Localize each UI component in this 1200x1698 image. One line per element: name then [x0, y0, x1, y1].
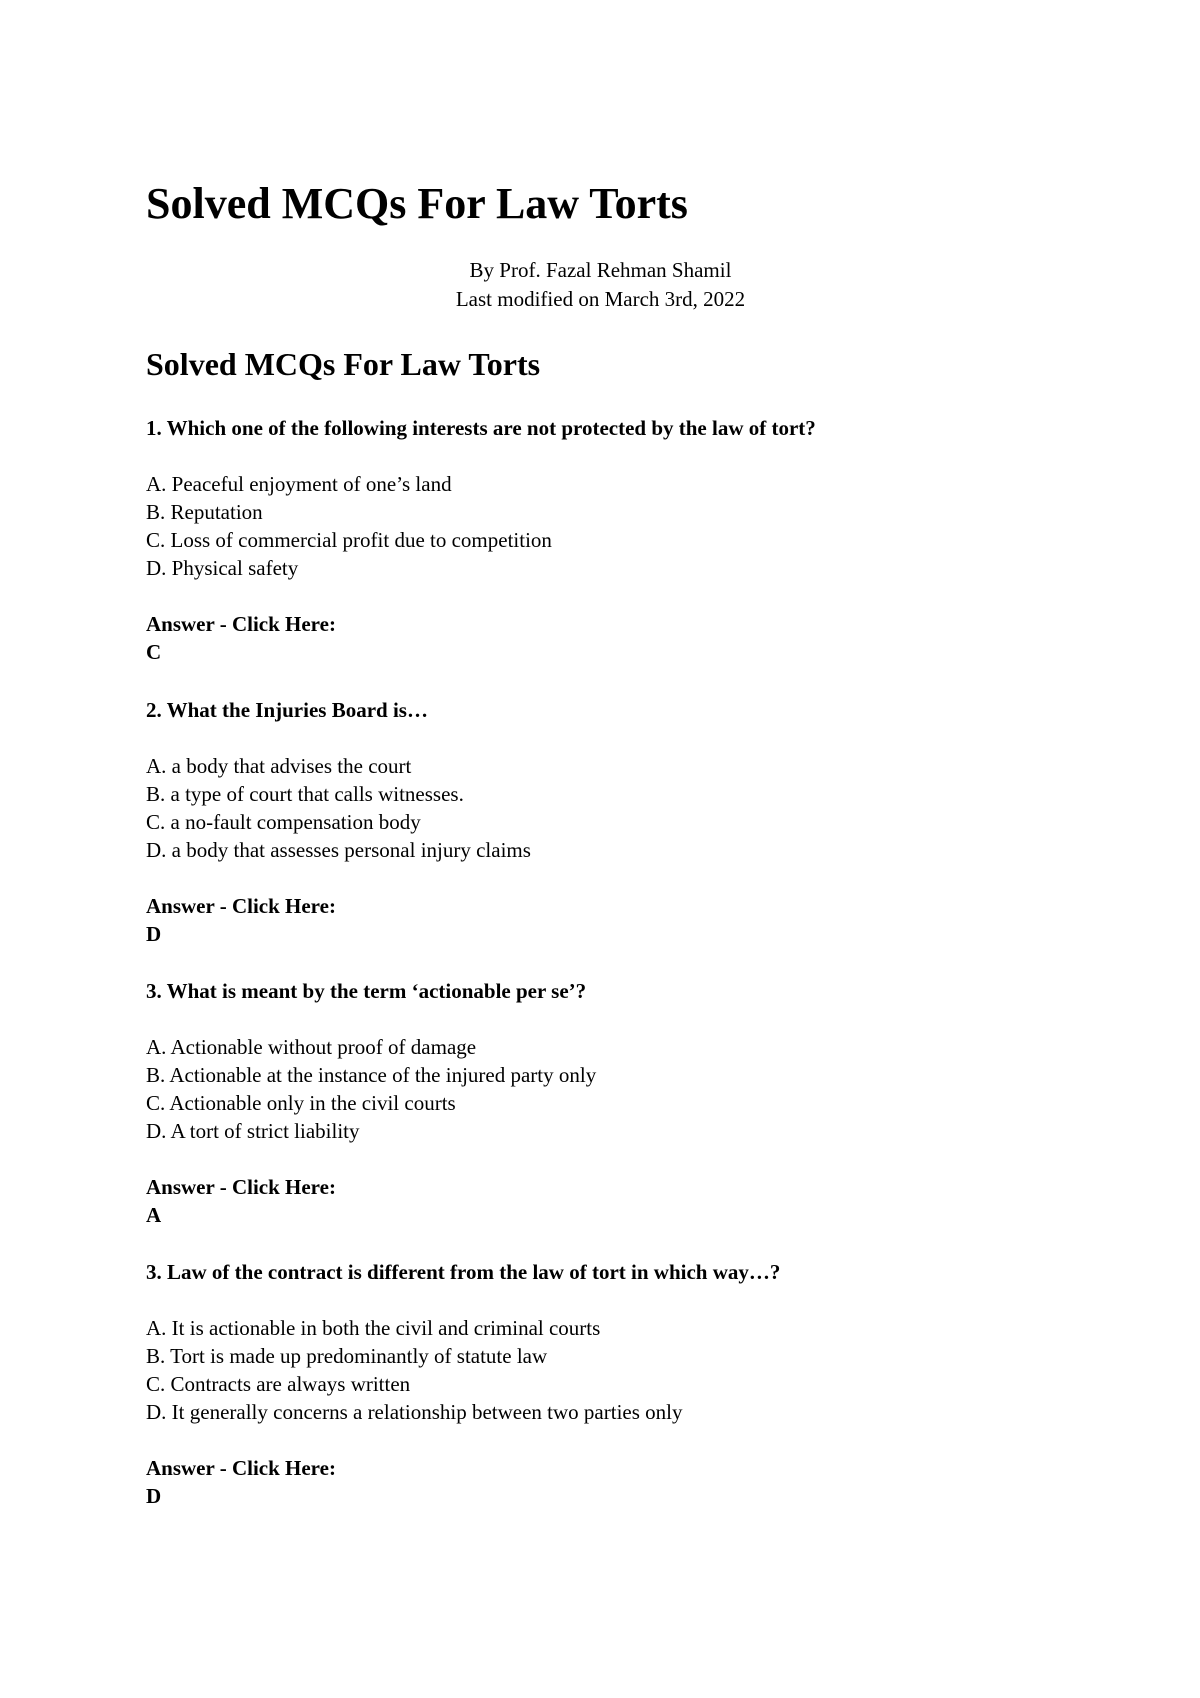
answer-value: D: [146, 1484, 162, 1508]
section-heading: Solved MCQs For Law Torts: [146, 346, 541, 382]
option-d: D. It generally concerns a relationship between two parties only: [146, 1400, 683, 1424]
answer-reveal-link[interactable]: Answer - Click Here:: [146, 1456, 336, 1480]
answer-value: D: [146, 922, 162, 946]
answer-reveal-link[interactable]: Answer - Click Here:: [146, 894, 336, 918]
question-text: 3. Law of the contract is different from the law of tort in which way…?: [146, 1260, 781, 1284]
modified-date-line: Last modified on March 3rd, 2022: [455, 287, 746, 311]
option-a: A. It is actionable in both the civil and criminal courts: [146, 1316, 601, 1340]
question-text: 1. Which one of the following interests are not protected by the law of tort?: [146, 416, 816, 440]
option-list: [146, 470, 1066, 582]
question-block: [146, 414, 1066, 666]
option-b: B. Tort is made up predominantly of statute law: [146, 1344, 548, 1368]
option-d: D. Physical safety: [146, 556, 299, 580]
option-d: D. A tort of strict liability: [146, 1119, 360, 1143]
question-text: 2. What the Injuries Board is…: [146, 698, 428, 722]
option-list: [146, 752, 1066, 864]
option-list: [146, 1033, 1066, 1145]
question-block: [146, 1258, 1066, 1510]
option-a: A. a body that advises the court: [146, 754, 412, 778]
option-c: C. Actionable only in the civil courts: [146, 1091, 456, 1115]
byline: [146, 256, 1055, 314]
question-block: [146, 696, 1066, 948]
option-a: A. Actionable without proof of damage: [146, 1035, 477, 1059]
option-a: A. Peaceful enjoyment of one’s land: [146, 472, 452, 496]
option-d: D. a body that assesses personal injury claims: [146, 838, 531, 862]
question-block: [146, 977, 1066, 1229]
author-line: By Prof. Fazal Rehman Shamil: [469, 258, 732, 282]
document-title: Solved MCQs For Law Torts: [146, 179, 688, 228]
answer-reveal-link[interactable]: Answer - Click Here:: [146, 1175, 336, 1199]
answer-reveal-link[interactable]: Answer - Click Here:: [146, 612, 336, 636]
option-list: [146, 1314, 1066, 1426]
option-c: C. Loss of commercial profit due to competition: [146, 528, 552, 552]
option-c: C. Contracts are always written: [146, 1372, 411, 1396]
option-b: B. Actionable at the instance of the injured party only: [146, 1063, 597, 1087]
question-text: 3. What is meant by the term ‘actionable per se’?: [146, 979, 587, 1003]
option-b: B. a type of court that calls witnesses.: [146, 782, 464, 806]
answer-value: C: [146, 640, 162, 664]
option-b: B. Reputation: [146, 500, 263, 524]
answer-value: A: [146, 1203, 162, 1227]
option-c: C. a no-fault compensation body: [146, 810, 421, 834]
